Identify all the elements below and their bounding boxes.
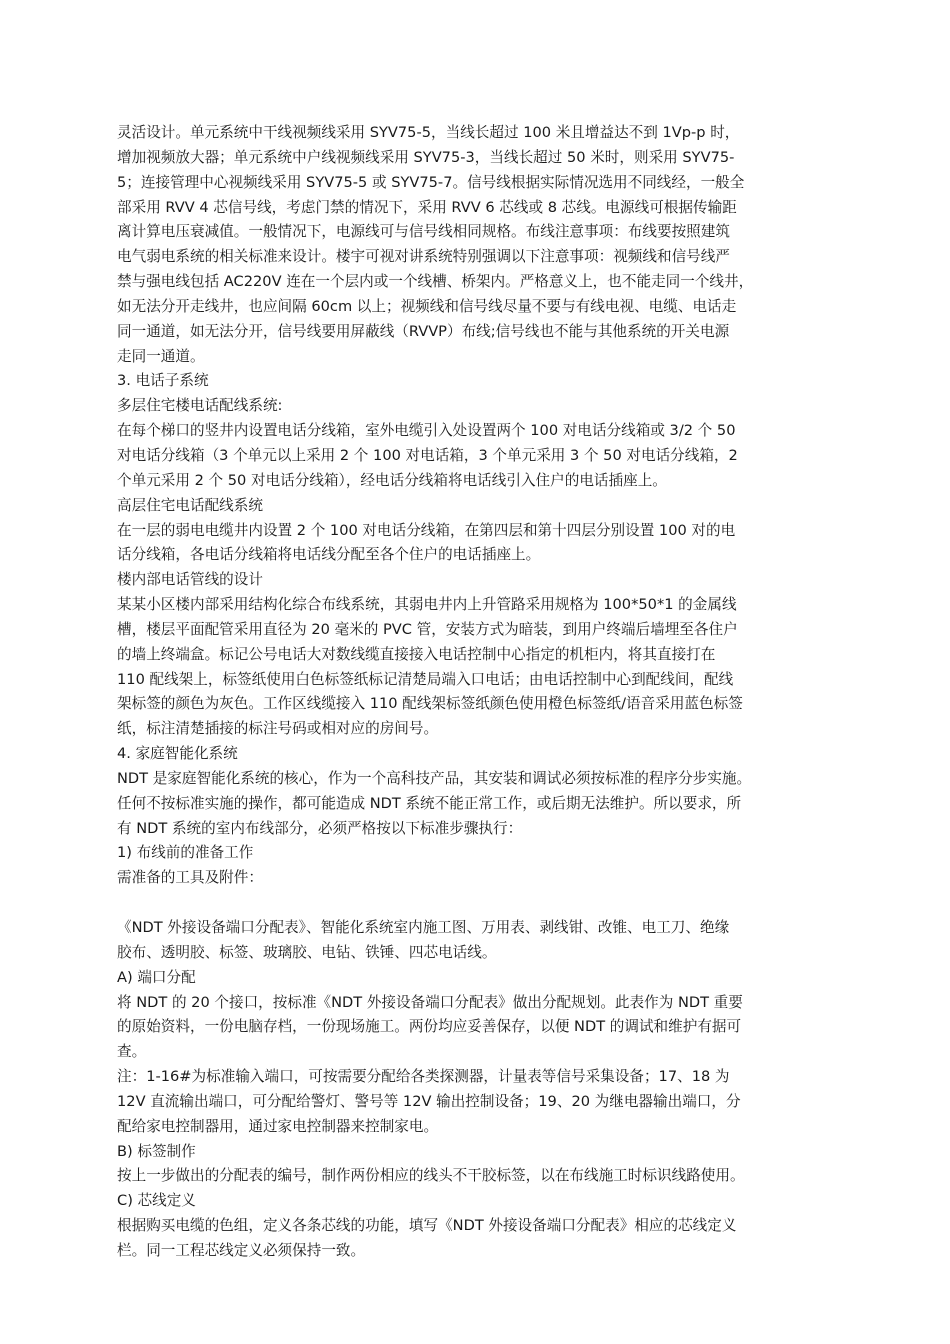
text-line: 同一通道，如无法分开，信号线要用屏蔽线（RVVP）布线;信号线也不能与其他系统的开关电源 [117,322,730,340]
text-line: 的原始资料，一份电脑存档，一份现场施工。两份均应妥善保存，以便 NDT 的调试和维护有据可 [117,1018,742,1036]
text-line: B) 标签制作 [117,1142,196,1160]
text-line: A) 端口分配 [117,968,196,986]
text-line: 查。 [117,1043,147,1061]
text-line: 注：1-16#为标准输入端口，可按需要分配给各类探测器，计量表等信号采集设备；17、18 为 [117,1068,730,1086]
text-line: 4. 家庭智能化系统 [117,745,238,763]
text-line: 楼内部电话管线的设计 [117,571,263,589]
text-line: 配给家电控制器用，通过家电控制器来控制家电。 [117,1117,439,1135]
document-body [117,121,837,1264]
text-line: 3. 电话子系统 [117,372,209,390]
text-line: 对电话分线箱（3 个单元以上采用 2 个 100 对电话箱，3 个单元采用 3 个 50 对电话分线箱，2 [117,446,738,464]
text-line: 胶布、透明胶、标签、玻璃胶、电钻、铁锤、四芯电话线。 [117,943,497,961]
text-line: 将 NDT 的 20 个接口，按标准《NDT 外接设备端口分配表》做出分配规划。此表作为 NDT 重要 [117,993,743,1011]
text-line: 某某小区楼内部采用结构化综合布线系统，其弱电井内上升管路采用规格为 100*50*1 的金属线 [117,596,737,614]
text-line: 如无法分开走线井，也应间隔 60cm 以上；视频线和信号线尽量不要与有线电视、电缆、电话走 [117,297,737,315]
text-line: 纸，标注清楚插接的标注号码或相对应的房间号。 [117,720,439,738]
text-line: 栏。同一工程芯线定义必须保持一致。 [117,1241,366,1259]
text-line: 需准备的工具及附件： [117,869,263,887]
text-line: 在每个梯口的竖井内设置电话分线箱，室外电缆引入处设置两个 100 对电话分线箱或 3/2 个 50 [117,422,736,440]
text-line: 高层住宅电话配线系统 [117,496,263,514]
text-line: 按上一步做出的分配表的编号，制作两份相应的线头不干胶标签，以在布线施工时标识线路使用。 [117,1167,745,1185]
text-line: 离计算电压衰减值。一般情况下，电源线可与信号线相同规格。布线注意事项：布线要按照建筑 [117,223,730,241]
text-line: 走同一通道。 [117,347,205,365]
text-line: 的墙上终端盒。标记公号电话大对数线缆直接接入电话控制中心指定的机柜内，将其直接打在 [117,645,716,663]
text-line: 根据购买电缆的色组，定义各条芯线的功能，填写《NDT 外接设备端口分配表》相应的芯线定义 [117,1217,737,1235]
text-line: 12V 直流输出端口，可分配给警灯、警号等 12V 输出控制设备；19、20 为继电器输出端口，分 [117,1092,741,1110]
text-line: 1) 布线前的准备工作 [117,844,254,862]
text-line: 个单元采用 2 个 50 对电话分线箱），经电话分线箱将电话线引入住户的电话插座上。 [117,471,667,489]
text-line [117,891,837,916]
text-line: 《NDT 外接设备端口分配表》、智能化系统室内施工图、万用表、剥线钳、改锥、电工刀、绝缘 [117,919,730,936]
text-line: NDT 是家庭智能化系统的核心，作为一个高科技产品，其安装和调试必须按标准的程序分步实施。 [117,769,752,787]
text-line: 在一层的弱电电缆井内设置 2 个 100 对电话分线箱，在第四层和第十四层分别设置 100 对的电 [117,521,736,539]
text-line: 5；连接管理中心视频线采用 SYV75-5 或 SYV75-7。信号线根据实际情况选用不同线经，一般全 [117,173,745,191]
text-line: C) 芯线定义 [117,1192,196,1210]
text-line: 有 NDT 系统的室内布线部分，必须严格按以下标准步骤执行： [117,819,523,837]
text-line: 部采用 RVV 4 芯信号线，考虑门禁的情况下，采用 RVV 6 芯线或 8 芯线。电源线可根据传输距 [117,198,737,216]
text-line: 话分线箱，各电话分线箱将电话线分配至各个住户的电话插座上。 [117,546,541,564]
text-line: 禁与强电线包括 AC220V 连在一个层内或一个线槽、桥架内。严格意义上，也不能走同一个线井， [117,273,754,291]
text-line: 任何不按标准实施的操作，都可能造成 NDT 系统不能正常工作，或后期无法维护。所以要求，所 [117,794,742,812]
text-line: 架标签的颜色为灰色。工作区线缆接入 110 配线架标签纸颜色使用橙色标签纸/语音采用蓝色标签 [117,695,743,713]
text-line: 多层住宅楼电话配线系统: [117,397,283,415]
text-line: 增加视频放大器；单元系统中户线视频线采用 SYV75-3，当线长超过 50 米时，则采用 SYV75- [117,148,735,166]
text-line: 槽，楼层平面配管采用直径为 20 毫米的 PVC 管，安装方式为暗装，到用户终端后墙埋至各住户 [117,620,738,638]
text-line: 灵活设计。单元系统中干线视频线采用 SYV75-5，当线长超过 100 米且增益达不到 1Vp-p 时， [117,124,740,141]
text-line: 电气弱电系统的相关标准来设计。楼宇可视对讲系统特别强调以下注意事项：视频线和信号线严 [117,248,730,266]
text-line: 110 配线架上，标签纸使用白色标签纸标记清楚局端入口电话；由电话控制中心到配线间，配线 [117,670,734,688]
